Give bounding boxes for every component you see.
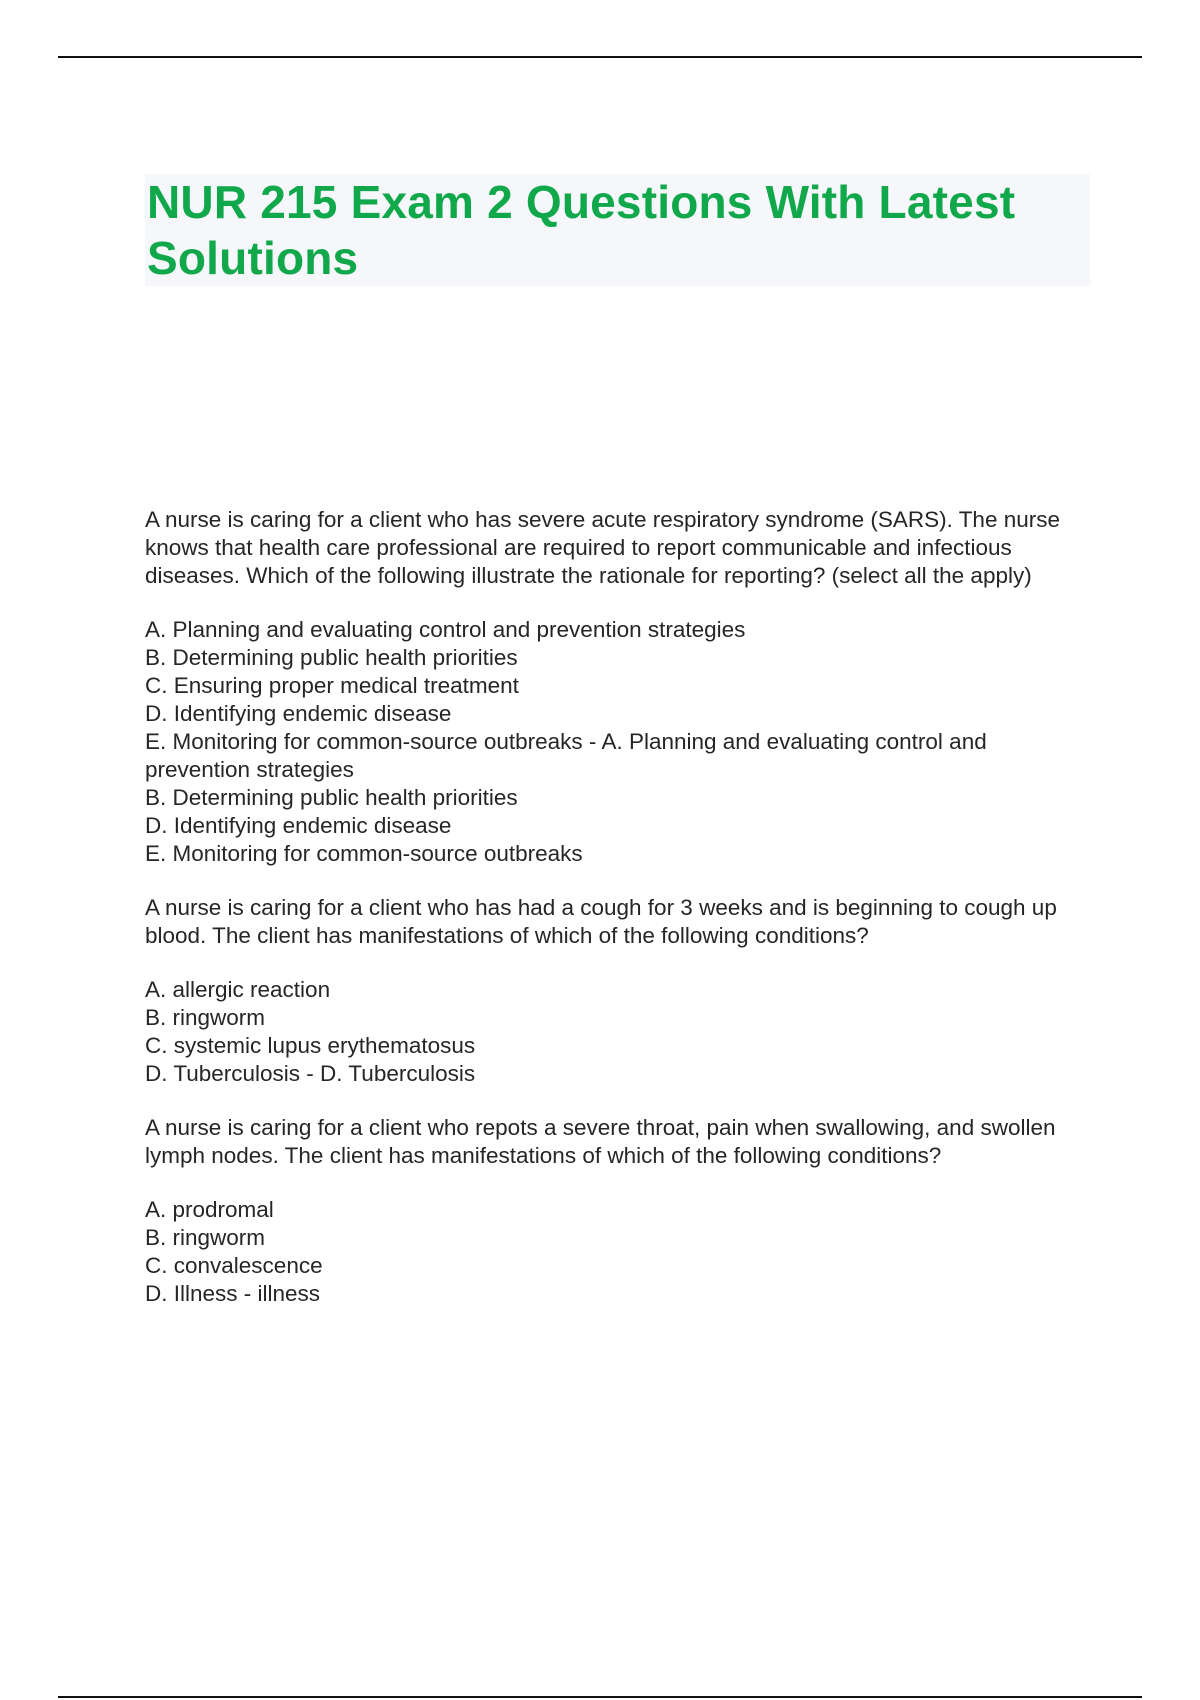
option-item: B. Determining public health priorities [145, 785, 518, 810]
option-item: C. systemic lupus erythematosus [145, 1033, 476, 1058]
option-item: D. Identifying endemic disease [145, 701, 452, 726]
question-text: A nurse is caring for a client who has severe acute respiratory syndrome (SARS). The nurse knows that health care professional are required to report communicable and infectious diseases. Which of the following illustrate the rationale for reporting? (select all the apply) [145, 507, 1060, 588]
question-block [145, 506, 1090, 868]
option-list [145, 976, 1090, 1088]
question-text: A nurse is caring for a client who repots a severe throat, pain when swallowing, and swollen lymph nodes. The client has manifestations of which of the following conditions? [145, 1115, 1056, 1168]
question-list [145, 506, 1090, 1334]
top-rule [58, 56, 1142, 58]
option-item: B. Determining public health priorities [145, 645, 518, 670]
option-item: E. Monitoring for common-source outbreaks [145, 841, 583, 866]
option-list [145, 1196, 1090, 1308]
page-title: NUR 215 Exam 2 Questions With Latest Solutions [147, 176, 1016, 284]
option-item: E. Monitoring for common-source outbreaks - A. Planning and evaluating control and prevention strategies [145, 729, 987, 782]
option-item: C. Ensuring proper medical treatment [145, 673, 519, 698]
question-block [145, 1114, 1090, 1308]
option-item: A. allergic reaction [145, 977, 331, 1002]
title-banner [145, 174, 1090, 286]
option-item: D. Identifying endemic disease [145, 813, 452, 838]
option-item: B. ringworm [145, 1005, 266, 1030]
option-item: B. ringworm [145, 1225, 266, 1250]
option-item: D. Tuberculosis - D. Tuberculosis [145, 1061, 476, 1086]
question-block [145, 894, 1090, 1088]
option-item: D. Illness - illness [145, 1281, 321, 1306]
option-item: A. prodromal [145, 1197, 274, 1222]
option-item: C. convalescence [145, 1253, 323, 1278]
option-item: A. Planning and evaluating control and prevention strategies [145, 617, 746, 642]
question-text: A nurse is caring for a client who has had a cough for 3 weeks and is beginning to cough up blood. The client has manifestations of which of the following conditions? [145, 895, 1057, 948]
bottom-rule [58, 1696, 1142, 1698]
option-list [145, 616, 1090, 868]
